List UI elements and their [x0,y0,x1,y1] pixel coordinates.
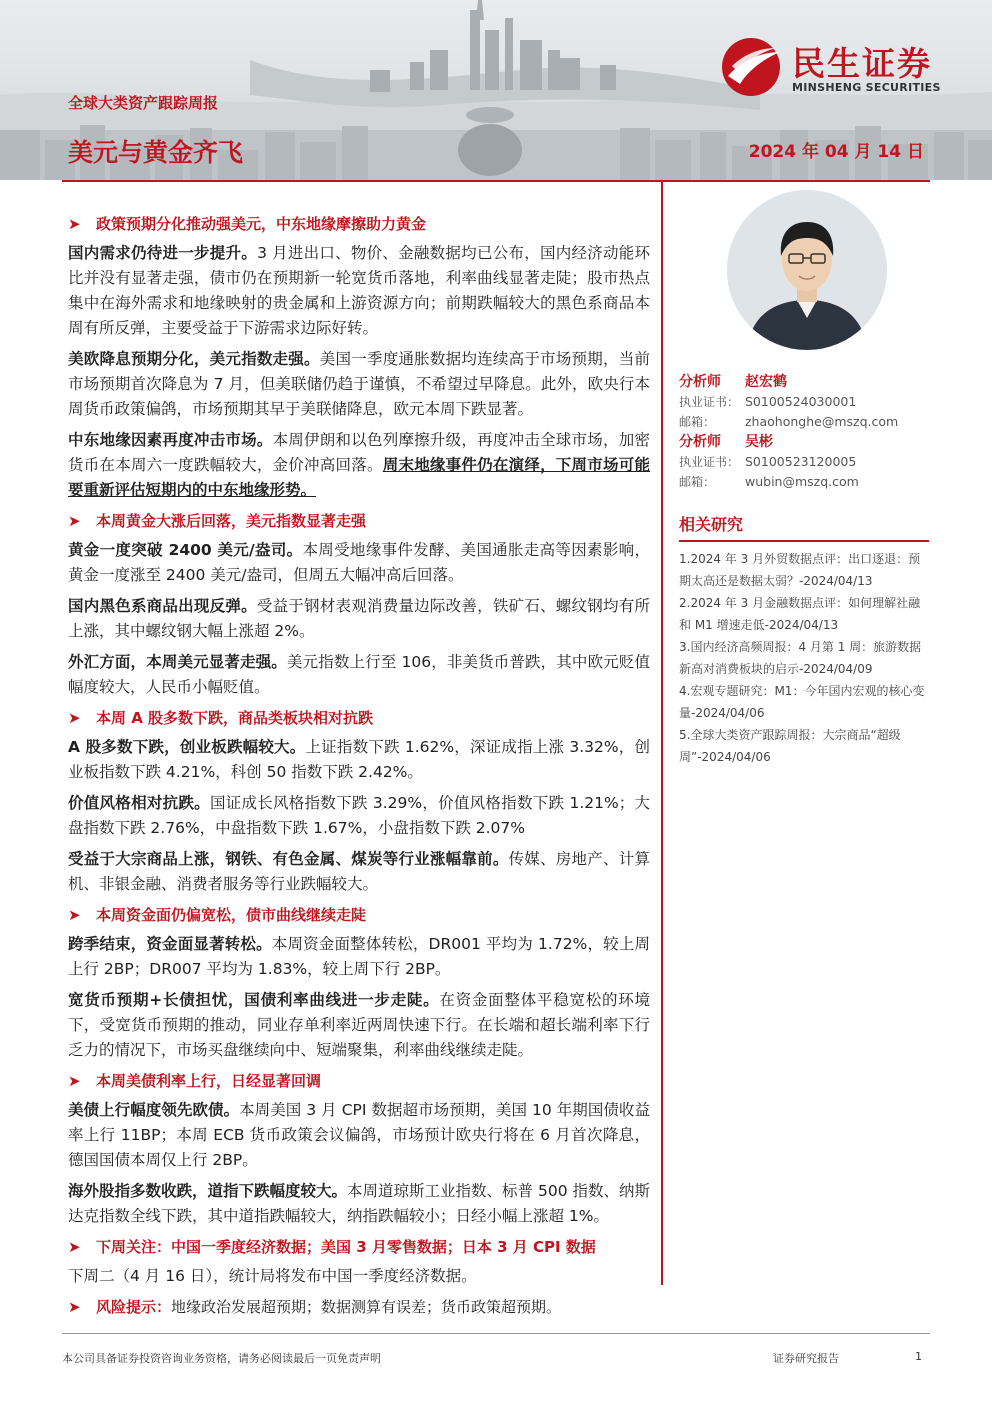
related-item[interactable]: 1.2024 年 3 月外贸数据点评：出口逐退：预期太高还是数据太弱？-2024/04/13 [679,552,921,588]
analyst-name: 吴彬 [745,434,773,450]
paragraph: 外汇方面，本周美元显著走强。美元指数上行至 106，非美货币普跌，其中欧元贬值幅度较大，人民币小幅贬值。 [68,653,650,696]
arrow-icon: ➤ [68,1238,81,1256]
analyst-cert: S0100524030001 [745,394,857,409]
analyst-name: 赵宏鹤 [745,374,787,390]
analyst-email-row: 邮箱： zhaohonghe@mszq.com [679,412,929,432]
paragraph: 跨季结束，资金面显著转松。本周资金面整体转松，DR001 平均为 1.72%，较上周上行 2BP；DR007 平均为 1.83%，较上周下行 2BP。 [68,935,650,978]
footer-report-type: 证券研究报告 [773,1352,839,1365]
report-series: 全球大类资产跟踪周报 [68,94,219,112]
page-number: 1 [915,1350,922,1363]
paragraph: 宽货币预期+长债担忧，国债利率曲线进一步走陡。在资金面整体平稳宽松的环境下，受宽货币预期的推动，同业存单利率近两周快速下行。在长端和超长端利率下行乏力的情况下，市场买盘继续向中、短端聚集，利率曲线继续走陡。 [68,991,650,1059]
paragraph: 价值风格相对抗跌。国证成长风格指数下跌 3.29%，价值风格指数下跌 1.21%；大盘指数下跌 2.76%，中盘指数下跌 1.67%，小盘指数下跌 2.07% [68,794,650,837]
minsheng-logo [718,36,968,98]
risk-warning: ➤ 风险提示：地缘政治发展超预期；数据测算有误差；货币政策超预期。 [68,1295,650,1319]
sidebar [679,190,929,768]
analyst-email-row: 邮箱： wubin@mszq.com [679,472,929,492]
arrow-icon: ➤ [68,1072,81,1090]
arrow-icon: ➤ [68,709,81,727]
analyst-cert-row: 执业证书： S0100523120005 [679,452,929,472]
related-item[interactable]: 2.2024 年 3 月金融数据点评：如何理解社融和 M1 增速走低-2024/04/13 [679,596,921,632]
related-item[interactable]: 4.宏观专题研究：M1：今年国内宏观的核心变量-2024/04/06 [679,684,925,720]
paragraph: 黄金一度突破 2400 美元/盎司。本周受地缘事件发酵、美国通胀走高等因素影响，黄金一度涨至 2400 美元/盎司，但周五大幅冲高后回落。 [68,541,650,584]
paragraph: 中东地缘因素再度冲击市场。本周伊朗和以色列摩擦升级，再度冲击全球市场，加密货币在本周六一度跌幅较大，金价冲高回落。周末地缘事件仍在演绎，下周市场可能要重新评估短期内的中东地缘形势。 [68,431,650,499]
arrow-icon: ➤ [68,1298,81,1316]
report-date: 2024 年 04 月 14 日 [748,142,924,162]
arrow-icon: ➤ [68,512,81,530]
highlight-text: 周末地缘事件仍在演绎，下周市场可能要重新评估短期内的中东地缘形势。 [68,456,650,499]
analyst-name-row: 分析师 赵宏鹤 [679,374,787,390]
paragraph: 美欧降息预期分化，美元指数走强。美国一季度通胀数据均连续高于市场预期，当前市场预期首次降息为 7 月，但美联储仍趋于谨慎，不希望过早降息。此外，欧央行本周货币政策偏鸽，市场预期其早于美联储降息，欧元本周下跌显著。 [68,350,650,418]
related-item[interactable]: 5.全球大类资产跟踪周报：大宗商品“超级周”-2024/04/06 [679,728,901,764]
arrow-icon: ➤ [68,906,81,924]
section-heading: ➤ 本周美债利率上行，日经显著回调 [68,1069,650,1093]
analyst-block [679,372,929,492]
paragraph: 下周二（4 月 16 日），统计局将发布中国一季度经济数据。 [68,1267,477,1285]
related-divider [679,540,929,542]
report-header [0,0,992,180]
logo-chinese-name: 民生证券 [792,44,932,83]
paragraph: 受益于大宗商品上涨，钢铁、有色金属、煤炭等行业涨幅靠前。传媒、房地产、计算机、非银金融、消费者服务等行业跌幅较大。 [68,850,650,893]
paragraph: 国内需求仍待进一步提升。3 月进出口、物价、金融数据均已公布，国内经济动能环比并没有显著走强，债市仍在预期新一轮宽货币落地，利率曲线显著走陡；股市热点集中在海外需求和地缘映射的贵金属和上游资源方向；前期跌幅较大的黑色系商品本周有所反弹，主要受益于下游需求边际好转。 [68,244,650,337]
column-divider [661,180,663,1285]
logo-emblem-icon [718,36,788,98]
paragraph: 国内黑色系商品出现反弹。受益于钢材表观消费量边际改善，铁矿石、螺纹钢均有所上涨，其中螺纹钢大幅上涨超 2%。 [68,597,650,640]
paragraph: 美债上行幅度领先欧债。本周美国 3 月 CPI 数据超市场预期，美国 10 年期国债收益率上行 11BP；本周 ECB 货币政策会议偏鸽，市场预计欧央行将在 6 月首次降息，德国国债本周仅上行 2BP。 [68,1101,650,1169]
related-item[interactable]: 3.国内经济高频周报：4 月第 1 周：旅游数据新高对消费板块的启示-2024/04/09 [679,640,922,676]
analyst-email[interactable]: wubin@mszq.com [745,474,859,489]
related-research-heading: 相关研究 [679,515,744,534]
paragraph: A 股多数下跌，创业板跌幅较大。上证指数下跌 1.62%，深证成指上涨 3.32%，创业板指数下跌 4.21%，科创 50 指数下跌 2.42%。 [68,738,650,781]
footer-divider [62,1333,930,1334]
analyst-photo [727,190,887,350]
footer-disclaimer: 本公司具备证券投资咨询业务资格，请务必阅读最后一页免责声明 [62,1352,381,1365]
arrow-icon: ➤ [68,215,81,233]
section-heading: ➤ 本周黄金大涨后回落，美元指数显著走强 [68,509,650,533]
main-content [68,210,650,1324]
analyst-email[interactable]: zhaohonghe@mszq.com [745,414,899,429]
paragraph: 海外股指多数收跌，道指下跌幅度较大。本周道琼斯工业指数、标普 500 指数、纳斯达克指数全线下跌，其中道指跌幅较大，纳指跌幅较小；日经小幅上涨超 1%。 [68,1182,650,1225]
analyst-portrait-icon [727,190,887,350]
section-heading: ➤ 政策预期分化推动强美元，中东地缘摩擦助力黄金 [68,212,650,236]
analyst-cert-row: 执业证书： S0100524030001 [679,392,929,412]
report-title: 美元与黄金齐飞 [68,138,244,167]
section-heading: ➤ 本周 A 股多数下跌，商品类板块相对抗跌 [68,706,650,730]
logo-english-name: MINSHENG SECURITIES [792,81,941,94]
section-heading: ➤ 下周关注：中国一季度经济数据；美国 3 月零售数据；日本 3 月 CPI 数据 [68,1235,650,1259]
analyst-cert: S0100523120005 [745,454,857,469]
section-heading: ➤ 本周资金面仍偏宽松，债市曲线继续走陡 [68,903,650,927]
header-divider [62,180,930,182]
analyst-name-row: 分析师 吴彬 [679,434,773,450]
